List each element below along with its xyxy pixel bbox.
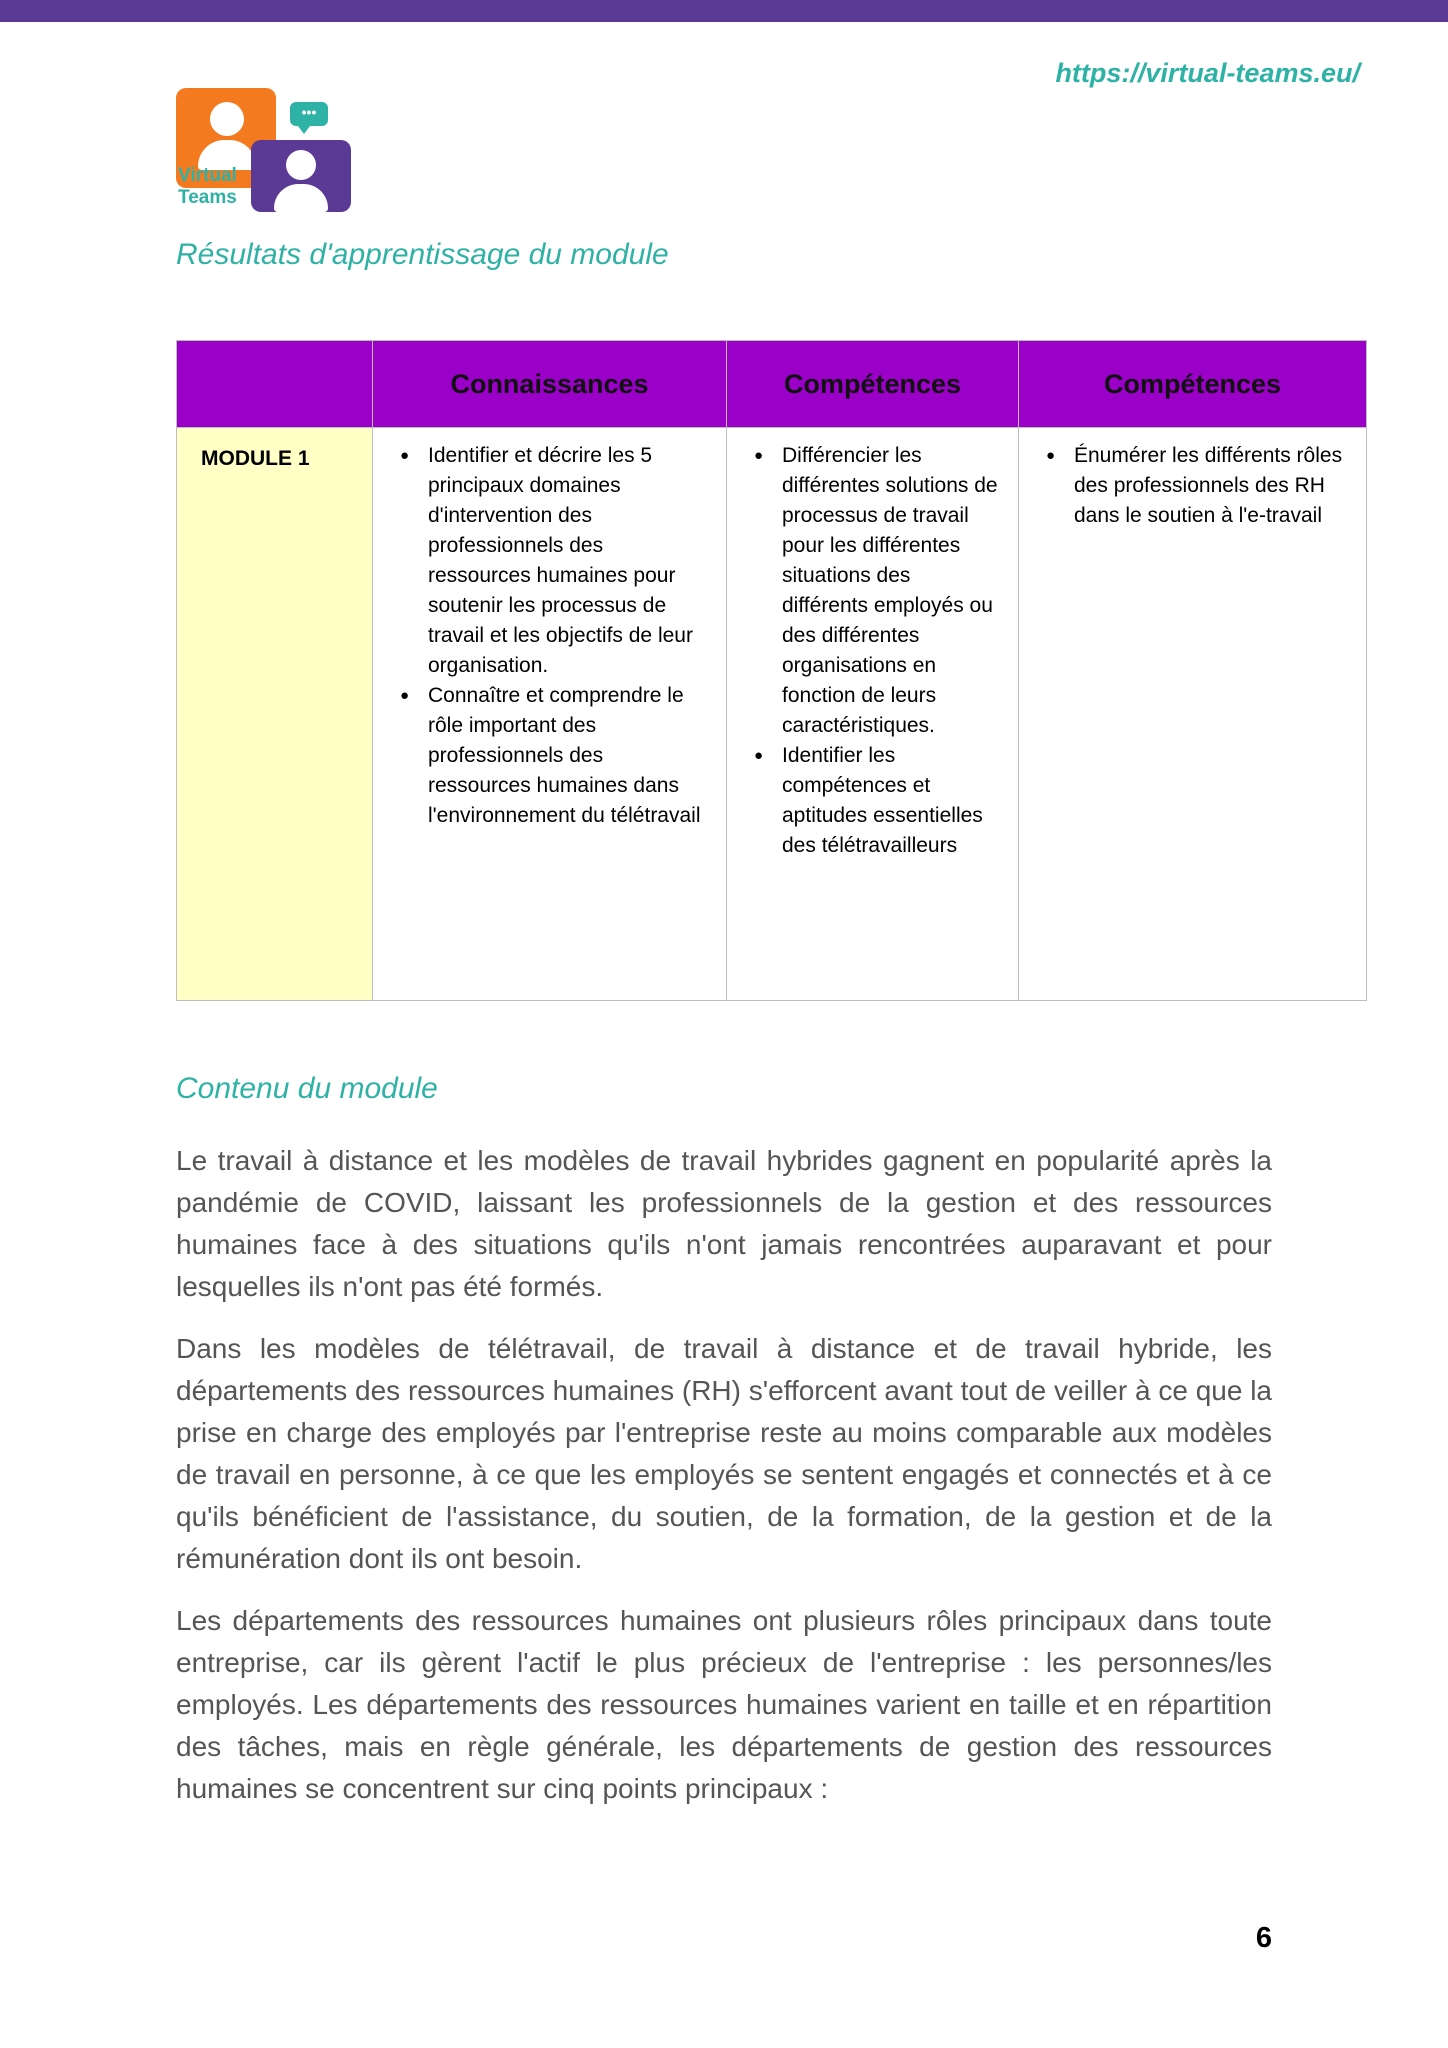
top-accent-bar — [0, 0, 1448, 22]
module-label: MODULE 1 — [177, 428, 373, 1001]
learning-outcomes-table — [176, 340, 1367, 1001]
module-content-body — [176, 1140, 1272, 1830]
list-item: ● Connaître et comprendre le rôle important des professionnels des ressources humaines dans l'environnement du télétravail — [400, 681, 707, 831]
logo-person-icon — [210, 102, 244, 136]
page-number: 6 — [1255, 1922, 1272, 1954]
list-item: ● Énumérer les différents rôles des professionnels des RH dans le soutien à l'e-travail — [1046, 441, 1347, 531]
section-title-learning-outcomes: Résultats d'apprentissage du module — [176, 238, 669, 271]
table-row — [177, 428, 1367, 1001]
logo-word-teams: Teams — [178, 187, 237, 208]
chat-bubble-icon — [290, 102, 328, 126]
skills-cell — [727, 428, 1019, 1001]
section-title-module-content: Contenu du module — [176, 1072, 438, 1105]
list-item: ● Identifier les compétences et aptitudes essentielles des télétravailleurs — [754, 741, 999, 861]
chat-dots: ••• — [301, 104, 317, 120]
header-connaissances: Connaissances — [373, 341, 727, 428]
site-url-link[interactable]: https://virtual-teams.eu/ — [1055, 58, 1360, 88]
table-header-row — [177, 341, 1367, 428]
paragraph: Dans les modèles de télétravail, de travail à distance et de travail hybride, les départements des ressources humaines (RH) s'efforcent avant tout de veiller à ce que la prise en charge des employés par l'entreprise reste au moins comparable aux modèles de travail en personne, à ce que les employés se sentent engagés et connectés et à ce qu'ils bénéficient de l'assistance, du soutien, de la formation, de la gestion et de la rémunération dont ils ont besoin. — [176, 1333, 1272, 1574]
paragraph: Le travail à distance et les modèles de travail hybrides gagnent en popularité après la pandémie de COVID, laissant les professionnels de la gestion et des ressources humaines face à des situations qu'ils n'ont jamais rencontrées auparavant et pour lesquelles ils n'ont pas été formés. — [176, 1145, 1272, 1302]
logo-person-icon-2 — [286, 150, 316, 180]
virtual-teams-logo — [176, 88, 356, 214]
header-competences-2: Compétences — [1019, 341, 1367, 428]
list-item: ● Différencier les différentes solutions de processus de travail pour les différentes situations des différents employés ou des différentes organisations en fonction de leurs caractéristiques. — [754, 441, 999, 741]
list-item: ● Identifier et décrire les 5 principaux domaines d'intervention des professionnels des ressources humaines pour soutenir les processus de travail et les objectifs de leur organisation. — [400, 441, 707, 681]
logo-word-virtual: Virtual — [178, 165, 237, 186]
knowledge-cell — [373, 428, 727, 1001]
header-empty — [177, 341, 373, 428]
paragraph: Les départements des ressources humaines ont plusieurs rôles principaux dans toute entreprise, car ils gèrent l'actif le plus précieux de l'entreprise : les personnes/les employés. Les départements des ressources humaines varient en taille et en répartition des tâches, mais en règle générale, les départements de gestion des ressources humaines se concentrent sur cinq points principaux : — [176, 1605, 1272, 1804]
header-competences-1: Compétences — [727, 341, 1019, 428]
competences-cell — [1019, 428, 1367, 1001]
